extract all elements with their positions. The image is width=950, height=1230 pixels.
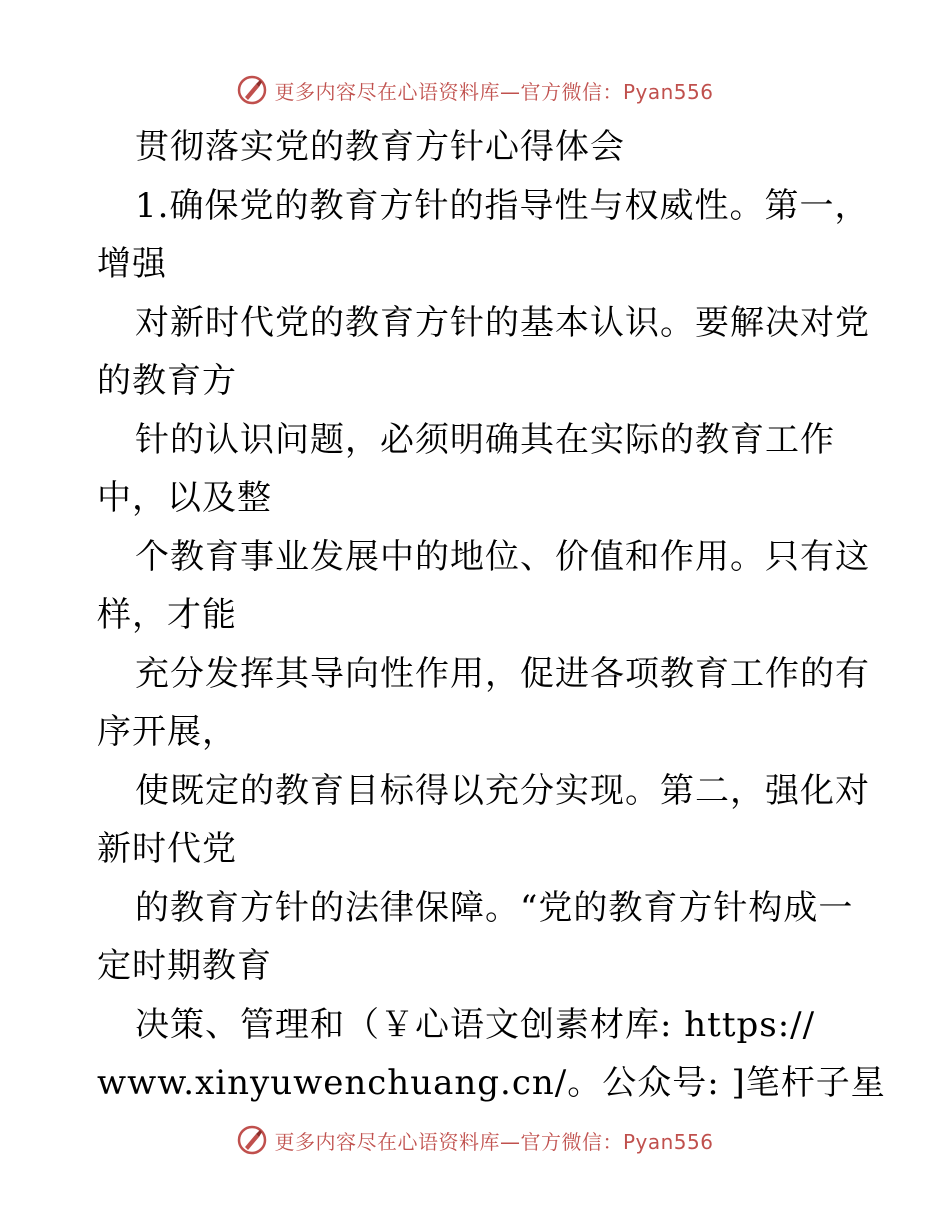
text-line: 个教育事业发展中的地位、价值和作用。只有这 — [135, 536, 870, 577]
text-line: 充分发挥其导向性作用，促进各项教育工作的有 — [135, 653, 870, 694]
pen-logo-icon — [236, 1124, 268, 1156]
document-body — [97, 118, 886, 1113]
pen-logo-icon — [236, 74, 268, 106]
header-banner — [0, 70, 950, 110]
header-banner-text: 更多内容尽在心语资料库—官方微信：Pyan556 — [274, 79, 714, 104]
text-line: 序开展， — [97, 712, 237, 752]
footer-banner — [0, 1120, 950, 1160]
text-line: 贯彻落实党的教育方针心得体会 — [135, 127, 625, 167]
text-line: 增强 — [97, 244, 167, 284]
text-line: 针的认识问题，必须明确其在实际的教育工作 — [135, 419, 835, 460]
text-line: 对新时代党的教育方针的基本认识。要解决对党 — [135, 302, 870, 343]
text-line: www.xinyuwenchuang.cn/。公众号: ]笔杆子星 — [97, 1063, 886, 1103]
text-line: 中，以及整 — [97, 478, 272, 518]
text-line: 新时代党 — [97, 829, 237, 869]
text-line: 的教育方 — [97, 361, 237, 401]
text-line: 样，才能 — [97, 595, 237, 635]
text-line: 1.确保党的教育方针的指导性与权威性。第一， — [135, 185, 870, 226]
footer-banner-text: 更多内容尽在心语资料库—官方微信：Pyan556 — [274, 1129, 714, 1154]
text-line: 定时期教育 — [97, 946, 272, 986]
text-line: 使既定的教育目标得以充分实现。第二，强化对 — [135, 770, 870, 811]
text-line: 的教育方针的法律保障。“党的教育方针构成一 — [135, 887, 854, 928]
text-line: 决策、管理和（￥心语文创素材库: https:// — [135, 1004, 816, 1045]
